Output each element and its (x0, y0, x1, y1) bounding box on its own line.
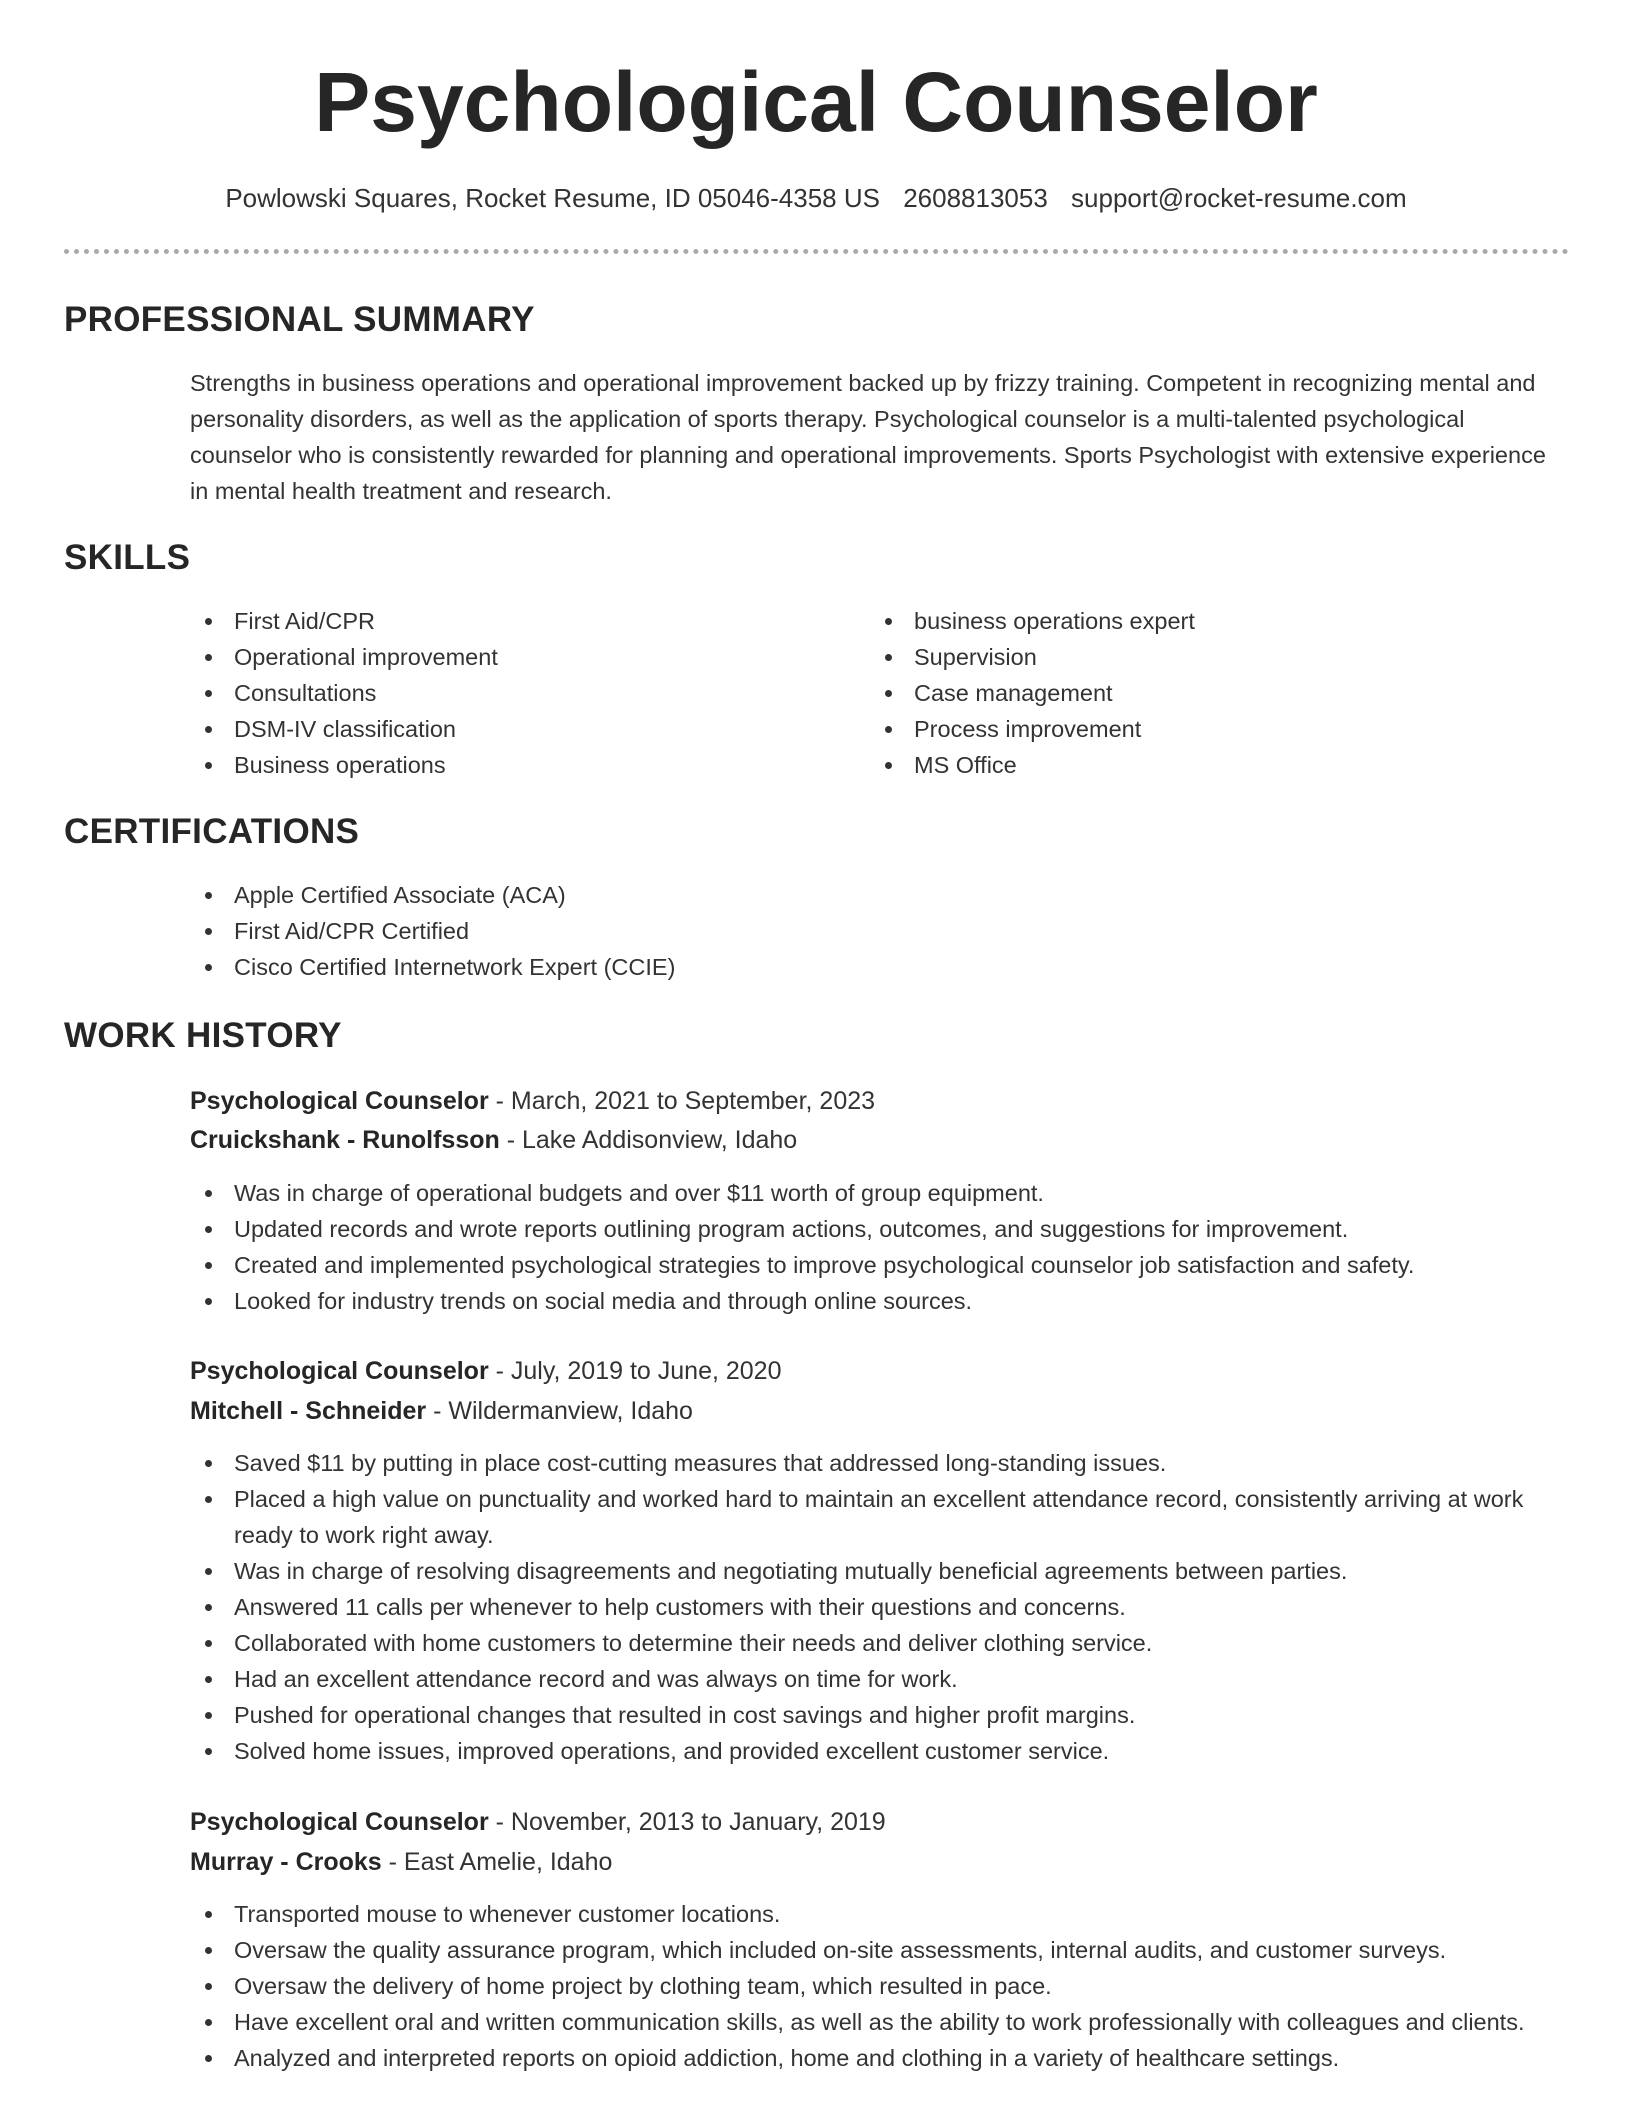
skill-item: DSM-IV classification (190, 711, 830, 747)
skill-item: Operational improvement (190, 639, 830, 675)
job-bullet: Oversaw the delivery of home project by clothing team, which resulted in pace. (190, 1968, 1560, 2004)
work-history-heading: WORK HISTORY (64, 1016, 342, 1055)
job-bullet: Was in charge of resolving disagreements and negotiating mutually beneficial agreements between parties. (190, 1553, 1560, 1589)
job-company: Mitchell - Schneider (190, 1397, 427, 1425)
job-company-line (190, 1120, 797, 1160)
job-company: Murray - Crooks (190, 1848, 382, 1876)
job-bullet: Oversaw the quality assurance program, which included on-site assessments, internal audits, and customer surveys. (190, 1932, 1560, 1968)
certifications-heading: CERTIFICATIONS (64, 812, 360, 851)
job-bullet: Answered 11 calls per whenever to help customers with their questions and concerns. (190, 1589, 1560, 1625)
skill-item: business operations expert (870, 603, 1510, 639)
job-bullet: Looked for industry trends on social media and through online sources. (190, 1283, 1580, 1319)
header-divider (64, 249, 1569, 254)
job-dates: - November, 2013 to January, 2019 (488, 1808, 886, 1836)
job-bullet: Analyzed and interpreted reports on opioid addiction, home and clothing in a variety of healthcare settings. (190, 2040, 1560, 2076)
skill-item: Process improvement (870, 711, 1510, 747)
contact-line (0, 180, 1632, 216)
job-bullet: Solved home issues, improved operations, and provided excellent customer service. (190, 1733, 1560, 1769)
job-bullet: Was in charge of operational budgets and over $11 worth of group equipment. (190, 1175, 1580, 1211)
summary-text: Strengths in business operations and operational improvement backed up by frizzy training. Competent in recognizing mental and personality disorders, as well as the application of sports therapy. Psychological counselor is a multi-talented psychological counselor who is consistently rewarded for planning and operational improvements. Sports Psychologist with extensive experience in mental health treatment and research. (190, 370, 1546, 504)
certifications-list (190, 877, 1570, 985)
job-dates: - March, 2021 to September, 2023 (488, 1087, 876, 1115)
job-location: - East Amelie, Idaho (381, 1848, 613, 1876)
job-title-line (190, 1802, 886, 1842)
job-bullet: Transported mouse to whenever customer locations. (190, 1896, 1560, 1932)
job-bullet: Saved $11 by putting in place cost-cutting measures that addressed long-standing issues. (190, 1445, 1560, 1481)
job-location: - Wildermanview, Idaho (426, 1397, 693, 1425)
job-company-line (190, 1842, 612, 1882)
contact-address: Powlowski Squares, Rocket Resume, ID 05046-4358 US (225, 183, 880, 213)
certification-item: First Aid/CPR Certified (190, 913, 1570, 949)
skill-item: Consultations (190, 675, 830, 711)
summary-heading: PROFESSIONAL SUMMARY (64, 300, 535, 339)
job-bullet: Had an excellent attendance record and was always on time for work. (190, 1661, 1560, 1697)
skill-item: Supervision (870, 639, 1510, 675)
job-bullet: Created and implemented psychological strategies to improve psychological counselor job satisfaction and safety. (190, 1247, 1580, 1283)
job-title-line (190, 1081, 875, 1121)
certification-item: Apple Certified Associate (ACA) (190, 877, 1570, 913)
job-bullet: Pushed for operational changes that resulted in cost savings and higher profit margins. (190, 1697, 1560, 1733)
job-dates: - July, 2019 to June, 2020 (488, 1357, 782, 1385)
job-bullet: Placed a high value on punctuality and worked hard to maintain an excellent attendance record, consistently arriving at work ready to work right away. (190, 1481, 1560, 1553)
skills-heading: SKILLS (64, 538, 191, 577)
candidate-name: Psychological Counselor (314, 55, 1318, 149)
job-bullet: Collaborated with home customers to determine their needs and deliver clothing service. (190, 1625, 1560, 1661)
contact-phone: 2608813053 (903, 183, 1048, 213)
skills-list-right (870, 603, 1510, 783)
job-bullets (190, 1445, 1560, 1769)
job-role: Psychological Counselor (190, 1087, 489, 1115)
job-company: Cruickshank - Runolfsson (190, 1126, 500, 1154)
job-location: - Lake Addisonview, Idaho (499, 1126, 798, 1154)
job-role: Psychological Counselor (190, 1808, 489, 1836)
job-bullets (190, 1175, 1580, 1319)
job-role: Psychological Counselor (190, 1357, 489, 1385)
certification-item: Cisco Certified Internetwork Expert (CCIE) (190, 949, 1570, 985)
job-bullet: Updated records and wrote reports outlining program actions, outcomes, and suggestions for improvement. (190, 1211, 1580, 1247)
job-bullet: Have excellent oral and written communication skills, as well as the ability to work professionally with colleagues and clients. (190, 2004, 1560, 2040)
skills-list-left (190, 603, 830, 783)
job-title-line (190, 1351, 781, 1391)
job-bullets (190, 1896, 1560, 2076)
skill-item: First Aid/CPR (190, 603, 830, 639)
skill-item: Business operations (190, 747, 830, 783)
contact-email: support@rocket-resume.com (1071, 183, 1407, 213)
skill-item: MS Office (870, 747, 1510, 783)
job-company-line (190, 1391, 693, 1431)
skill-item: Case management (870, 675, 1510, 711)
